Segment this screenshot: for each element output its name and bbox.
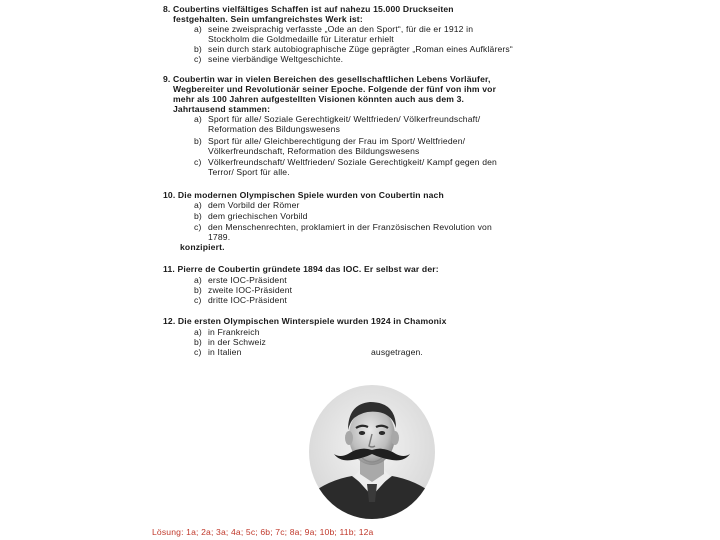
q9-option-b-cont: Völkerfreundschaft, Reformation des Bildungswesens <box>208 146 420 156</box>
q9-stem-line-2: Wegbereiter und Revolutionär seiner Epoche. Folgende der fünf von ihm vor <box>173 84 497 94</box>
q12-option-a: a) in Frankreich <box>194 327 260 337</box>
coubertin-portrait-photo <box>308 384 436 520</box>
q8-stem-line-1: 8. Coubertins vielfältiges Schaffen ist auf nahezu 15.000 Druckseiten <box>163 4 454 14</box>
q8-stem-line-2: festgehalten. Sein umfangreichstes Werk ist: <box>173 14 363 24</box>
q12-stem: 12. Die ersten Olympischen Winterspiele wurden 1924 in Chamonix <box>163 316 447 326</box>
q9-stem-line-3: mehr als 100 Jahren aufgestellten Visionen könnten auch aus dem 3. <box>173 94 465 104</box>
q9-option-a-cont: Reformation des Bildungswesens <box>208 124 341 134</box>
q10-option-a: a) dem Vorbild der Römer <box>194 200 300 210</box>
q11-option-b: b) zweite IOC-Präsident <box>194 285 293 295</box>
q12-option-c: c) in Italien <box>194 347 242 357</box>
q8-option-a-cont: Stockholm die Goldmedaille für Literatur erhielt <box>208 34 394 44</box>
q8-option-a: a) seine zweisprachig verfasste „Ode an den Sport“, für die er 1912 in <box>194 24 474 34</box>
q10-option-c-cont: 1789. <box>208 232 231 242</box>
q9-stem-line-1: 9. Coubertin war in vielen Bereichen des gesellschaftlichen Lebens Vorläufer, <box>163 74 491 84</box>
q9-option-c: c) Völkerfreundschaft/ Weltfrieden/ Soziale Gerechtigkeit/ Kampf gegen den <box>194 157 497 167</box>
q8-option-c: c) seine vierbändige Weltgeschichte. <box>194 54 344 64</box>
q8-option-b: b) sein durch stark autobiographische Züge geprägter „Roman eines Aufklärers“ <box>194 44 513 54</box>
q11-option-a: a) erste IOC-Präsident <box>194 275 287 285</box>
q12-tail: ausgetragen. <box>371 347 423 357</box>
q12-option-b: b) in der Schweiz <box>194 337 266 347</box>
q9-option-b: b) Sport für alle/ Gleichberechtigung der Frau im Sport/ Weltfrieden/ <box>194 136 466 146</box>
q10-option-c: c) den Menschenrechten, proklamiert in der Französischen Revolution von <box>194 222 492 232</box>
q10-option-b: b) dem griechischen Vorbild <box>194 211 308 221</box>
q9-option-c-cont: Terror/ Sport für alle. <box>208 167 290 177</box>
q11-stem: 11. Pierre de Coubertin gründete 1894 das IOC. Er selbst war der: <box>163 264 439 274</box>
q9-stem-line-4: Jahrtausend stammen: <box>173 104 271 114</box>
q9-option-a: a) Sport für alle/ Soziale Gerechtigkeit/ Weltfrieden/ Völkerfreundschaft/ <box>194 114 481 124</box>
solution-line: Lösung: 1a; 2a; 3a; 4a; 5c; 6b; 7c; 8a; 9a; 10b; 11b; 12a <box>152 527 374 537</box>
q10-tail: konzipiert. <box>180 242 225 252</box>
q10-stem: 10. Die modernen Olympischen Spiele wurden von Coubertin nach <box>163 190 444 200</box>
q11-option-c: c) dritte IOC-Präsident <box>194 295 287 305</box>
